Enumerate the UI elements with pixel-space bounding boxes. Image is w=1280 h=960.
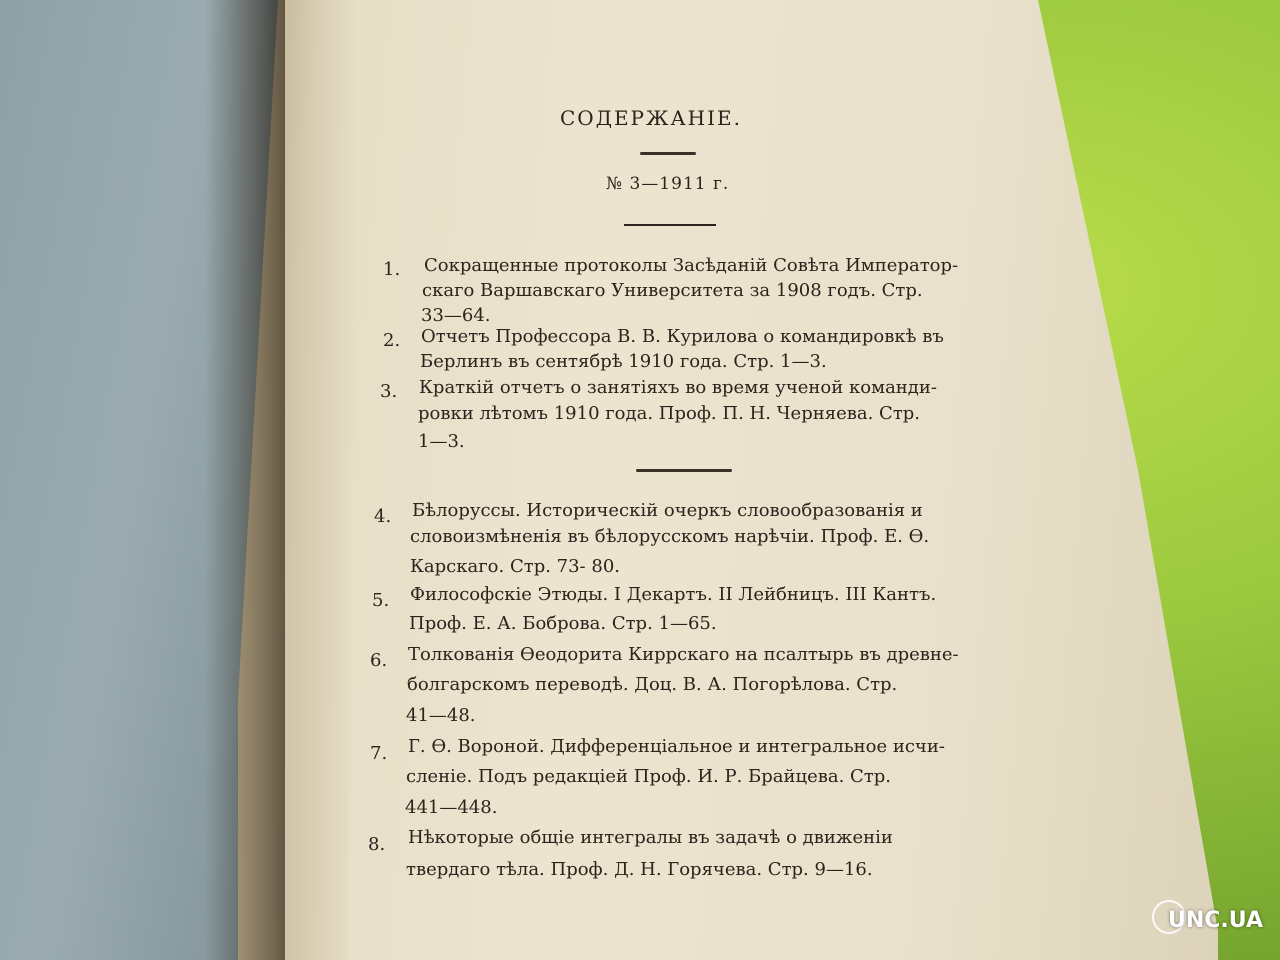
entry-1-line-2: скаго Варшавскаго Университета за 1908 годъ. Стр.	[422, 280, 923, 301]
watermark: UNC.UA	[1168, 908, 1263, 933]
entry-7-line-2: сленіе. Подъ редакціей Проф. И. Р. Брайцева. Стр.	[406, 766, 892, 787]
entry-7-line-3: 441—448.	[405, 797, 498, 818]
entry-4-number: 4.	[374, 506, 392, 527]
entry-8-number: 8.	[368, 834, 386, 855]
entry-5-number: 5.	[372, 590, 390, 611]
entry-2-number: 2.	[383, 330, 401, 351]
entry-3-line-1: Краткій отчетъ о занятіяхъ во время ученой команди-	[419, 377, 937, 398]
entry-4-line-3: Карскаго. Стр. 73- 80.	[410, 556, 620, 577]
entry-5-line-1: Философскіе Этюды. I Декартъ. II Лейбницъ. III Кантъ.	[410, 584, 937, 605]
entry-3-line-3: 1—3.	[418, 431, 465, 452]
entry-8-line-1: Нѣкоторые общіе интегралы въ задачѣ о движеніи	[408, 827, 893, 848]
entry-1-line-3: 33—64.	[421, 305, 491, 326]
entry-3-number: 3.	[380, 381, 398, 402]
entry-7-line-1: Г. Ѳ. Вороной. Дифференціальное и интегральное исчи-	[408, 736, 945, 757]
entry-4-line-2: словоизмѣненія въ бѣлорусскомъ нарѣчіи. Проф. Е. Ѳ.	[410, 526, 930, 547]
entry-4-line-1: Бѣлоруссы. Историческій очеркъ словообразованія и	[412, 500, 923, 521]
entry-6-line-3: 41—48.	[406, 705, 476, 726]
entry-6-line-2: болгарскомъ переводѣ. Доц. В. А. Погорѣлова. Стр.	[407, 674, 898, 695]
entry-2-line-2: Берлинъ въ сентябрѣ 1910 года. Стр. 1—3.	[420, 351, 827, 372]
entry-1-number: 1.	[383, 259, 401, 280]
page-heading: СОДЕРЖАНІЕ.	[560, 106, 742, 130]
issue-rule	[624, 224, 716, 226]
entry-8-line-2: твердаго тѣла. Проф. Д. Н. Горячева. Стр. 9—16.	[406, 859, 873, 880]
entry-3-line-2: ровки лѣтомъ 1910 года. Проф. П. Н. Черняева. Стр.	[418, 403, 921, 424]
entry-5-line-2: Проф. Е. А. Боброва. Стр. 1—65.	[409, 613, 717, 634]
section-divider	[636, 469, 732, 472]
entry-6-line-1: Толкованія Ѳеодорита Киррскаго на псалтырь въ древне-	[408, 644, 959, 665]
entry-6-number: 6.	[370, 650, 388, 671]
issue-number: № 3—1911 г.	[606, 174, 730, 194]
entry-2-line-1: Отчетъ Профессора В. В. Курилова о командировкѣ въ	[421, 326, 944, 347]
heading-ornament	[640, 152, 696, 155]
entry-7-number: 7.	[370, 743, 388, 764]
entry-1-line-1: Сокращенные протоколы Засѣданій Совѣта Император-	[424, 255, 959, 276]
